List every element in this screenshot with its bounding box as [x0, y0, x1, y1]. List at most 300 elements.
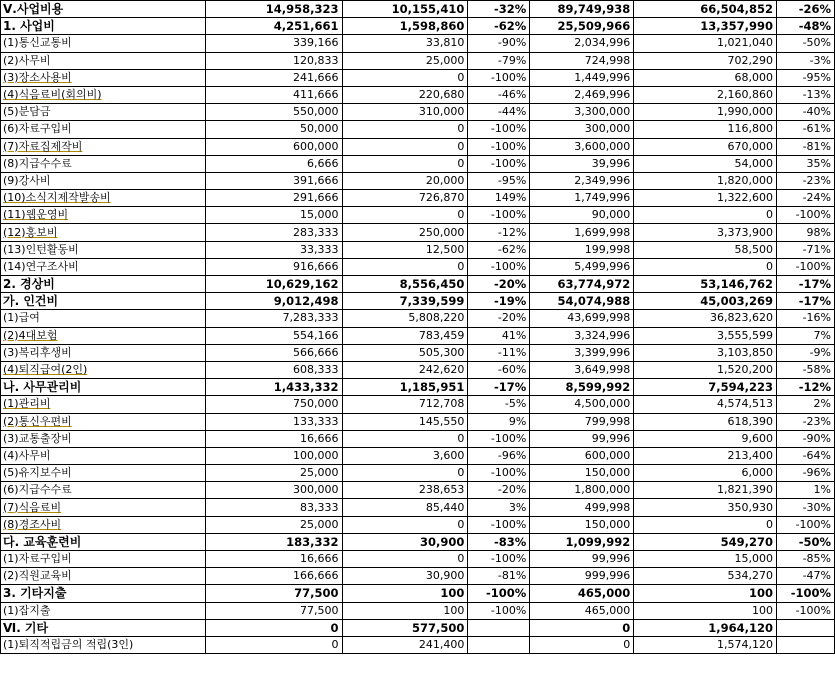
- percent-cell[interactable]: -23%: [776, 172, 834, 189]
- value-cell[interactable]: 9,012,498: [205, 293, 342, 310]
- percent-cell[interactable]: -20%: [468, 482, 530, 499]
- value-cell[interactable]: 300,000: [530, 121, 634, 138]
- table-row: [1, 568, 835, 585]
- row-label[interactable]: 3. 기타지출: [1, 585, 206, 602]
- percent-cell[interactable]: 7%: [776, 327, 834, 344]
- row-label[interactable]: 다. 교육훈련비: [1, 533, 206, 550]
- row-label[interactable]: (3)교통출장비: [1, 430, 206, 447]
- value-cell[interactable]: 3,300,000: [530, 104, 634, 121]
- value-cell[interactable]: 0: [634, 258, 777, 275]
- percent-cell[interactable]: -100%: [468, 207, 530, 224]
- value-cell[interactable]: 1,598,860: [342, 18, 468, 35]
- percent-cell[interactable]: -90%: [468, 35, 530, 52]
- value-cell[interactable]: 1,520,200: [634, 361, 777, 378]
- value-cell[interactable]: 726,870: [342, 190, 468, 207]
- value-cell[interactable]: 1,021,040: [634, 35, 777, 52]
- value-cell[interactable]: 14,958,323: [205, 1, 342, 18]
- value-cell[interactable]: 30,900: [342, 533, 468, 550]
- table-row: [1, 52, 835, 69]
- value-cell[interactable]: 33,333: [205, 241, 342, 258]
- value-cell[interactable]: 100,000: [205, 447, 342, 464]
- row-label[interactable]: (14)연구조사비: [1, 258, 206, 275]
- row-label-text: (10)소식지제작발송비: [3, 191, 111, 205]
- table-row: [1, 104, 835, 121]
- value-cell[interactable]: 0: [530, 619, 634, 636]
- row-label-text: (7)식음료비: [3, 500, 62, 514]
- value-cell[interactable]: 85,440: [342, 499, 468, 516]
- value-cell[interactable]: 15,000: [634, 551, 777, 568]
- percent-cell[interactable]: 149%: [468, 190, 530, 207]
- value-cell[interactable]: 12,500: [342, 241, 468, 258]
- percent-cell[interactable]: -23%: [776, 413, 834, 430]
- value-cell[interactable]: 600,000: [205, 138, 342, 155]
- percent-cell[interactable]: -61%: [776, 121, 834, 138]
- value-cell[interactable]: 25,000: [205, 465, 342, 482]
- row-label[interactable]: [1, 361, 206, 378]
- row-label[interactable]: (6)자료구입비: [1, 121, 206, 138]
- value-cell[interactable]: 534,270: [634, 568, 777, 585]
- percent-cell[interactable]: -46%: [468, 86, 530, 103]
- row-label[interactable]: (1)퇴직적립금의 적립(3인): [1, 636, 206, 653]
- value-cell[interactable]: 25,000: [342, 52, 468, 69]
- value-cell[interactable]: 5,808,220: [342, 310, 468, 327]
- value-cell[interactable]: 3,600,000: [530, 138, 634, 155]
- value-cell[interactable]: 0: [342, 430, 468, 447]
- percent-cell[interactable]: -5%: [468, 396, 530, 413]
- value-cell[interactable]: 43,699,998: [530, 310, 634, 327]
- value-cell[interactable]: 100: [342, 602, 468, 619]
- table-row: [1, 551, 835, 568]
- value-cell[interactable]: 100: [342, 585, 468, 602]
- percent-cell[interactable]: -50%: [776, 533, 834, 550]
- percent-cell[interactable]: -81%: [468, 568, 530, 585]
- row-label-text: (12)홍보비: [3, 225, 58, 239]
- row-label[interactable]: (1)자료구입비: [1, 551, 206, 568]
- value-cell[interactable]: 13,357,990: [634, 18, 777, 35]
- value-cell[interactable]: 350,930: [634, 499, 777, 516]
- value-cell[interactable]: 9,600: [634, 430, 777, 447]
- value-cell[interactable]: 150,000: [530, 516, 634, 533]
- value-cell[interactable]: 1,821,390: [634, 482, 777, 499]
- value-cell[interactable]: 77,500: [205, 585, 342, 602]
- value-cell[interactable]: 30,900: [342, 568, 468, 585]
- value-cell[interactable]: 750,000: [205, 396, 342, 413]
- percent-cell[interactable]: -85%: [776, 551, 834, 568]
- value-cell[interactable]: 39,996: [530, 155, 634, 172]
- value-cell[interactable]: 4,574,513: [634, 396, 777, 413]
- value-cell[interactable]: 53,146,762: [634, 276, 777, 293]
- value-cell[interactable]: 2,034,996: [530, 35, 634, 52]
- value-cell[interactable]: 25,509,966: [530, 18, 634, 35]
- row-label[interactable]: (8)지급수수료: [1, 155, 206, 172]
- row-label[interactable]: [1, 207, 206, 224]
- table-row: [1, 190, 835, 207]
- section-row: [1, 379, 835, 396]
- percent-cell[interactable]: -44%: [468, 104, 530, 121]
- value-cell[interactable]: 0: [342, 69, 468, 86]
- value-cell[interactable]: 0: [530, 636, 634, 653]
- row-label[interactable]: [1, 516, 206, 533]
- row-label[interactable]: [1, 69, 206, 86]
- percent-cell[interactable]: -100%: [468, 121, 530, 138]
- row-label[interactable]: (1)잡지출: [1, 602, 206, 619]
- row-label[interactable]: [1, 224, 206, 241]
- row-label-text: (2)4대보험: [3, 328, 58, 342]
- value-cell[interactable]: 300,000: [205, 482, 342, 499]
- table-row: [1, 121, 835, 138]
- value-cell[interactable]: 3,324,996: [530, 327, 634, 344]
- value-cell[interactable]: 339,166: [205, 35, 342, 52]
- percent-cell[interactable]: -100%: [468, 516, 530, 533]
- percent-cell[interactable]: -100%: [468, 69, 530, 86]
- row-label[interactable]: (4)사무비: [1, 447, 206, 464]
- percent-cell[interactable]: -64%: [776, 447, 834, 464]
- value-cell[interactable]: 10,629,162: [205, 276, 342, 293]
- row-label[interactable]: (2)사무비: [1, 52, 206, 69]
- row-label[interactable]: (9)강사비: [1, 172, 206, 189]
- value-cell[interactable]: 250,000: [342, 224, 468, 241]
- percent-cell[interactable]: 98%: [776, 224, 834, 241]
- row-label-text: (4)식음료비(회의비): [3, 88, 102, 102]
- row-label[interactable]: Ⅵ. 기타: [1, 619, 206, 636]
- value-cell[interactable]: 220,680: [342, 86, 468, 103]
- table-row: [1, 258, 835, 275]
- percent-cell[interactable]: -20%: [468, 276, 530, 293]
- value-cell[interactable]: 6,000: [634, 465, 777, 482]
- value-cell[interactable]: 618,390: [634, 413, 777, 430]
- percent-cell[interactable]: -79%: [468, 52, 530, 69]
- percent-cell[interactable]: -96%: [776, 465, 834, 482]
- table-row: [1, 224, 835, 241]
- value-cell[interactable]: 1,749,996: [530, 190, 634, 207]
- percent-cell[interactable]: -95%: [468, 172, 530, 189]
- percent-cell[interactable]: -62%: [468, 241, 530, 258]
- value-cell[interactable]: 7,339,599: [342, 293, 468, 310]
- value-cell[interactable]: 5,499,996: [530, 258, 634, 275]
- value-cell[interactable]: 3,649,998: [530, 361, 634, 378]
- percent-cell[interactable]: 9%: [468, 413, 530, 430]
- value-cell[interactable]: 54,000: [634, 155, 777, 172]
- value-cell[interactable]: 0: [342, 138, 468, 155]
- value-cell[interactable]: 0: [342, 121, 468, 138]
- row-label[interactable]: (1)통신교통비: [1, 35, 206, 52]
- percent-cell[interactable]: -30%: [776, 499, 834, 516]
- value-cell[interactable]: 310,000: [342, 104, 468, 121]
- percent-cell[interactable]: -50%: [776, 35, 834, 52]
- percent-cell[interactable]: -100%: [776, 207, 834, 224]
- value-cell[interactable]: 100: [634, 585, 777, 602]
- value-cell[interactable]: 241,400: [342, 636, 468, 653]
- percent-cell[interactable]: -40%: [776, 104, 834, 121]
- value-cell[interactable]: 2,349,996: [530, 172, 634, 189]
- percent-cell[interactable]: -26%: [776, 1, 834, 18]
- table-row: [1, 482, 835, 499]
- value-cell[interactable]: 116,800: [634, 121, 777, 138]
- value-cell[interactable]: 1,990,000: [634, 104, 777, 121]
- row-label-text: (3)장소사용비: [3, 70, 72, 84]
- percent-cell[interactable]: [468, 619, 530, 636]
- row-label[interactable]: (5)분담금: [1, 104, 206, 121]
- value-cell[interactable]: 133,333: [205, 413, 342, 430]
- percent-cell[interactable]: -17%: [776, 276, 834, 293]
- table-row: [1, 35, 835, 52]
- section-row: [1, 619, 835, 636]
- value-cell[interactable]: 608,333: [205, 361, 342, 378]
- percent-cell[interactable]: -3%: [776, 52, 834, 69]
- table-row: [1, 602, 835, 619]
- value-cell[interactable]: 600,000: [530, 447, 634, 464]
- value-cell[interactable]: 283,333: [205, 224, 342, 241]
- value-cell[interactable]: 77,500: [205, 602, 342, 619]
- value-cell[interactable]: 549,270: [634, 533, 777, 550]
- value-cell[interactable]: 465,000: [530, 585, 634, 602]
- percent-cell[interactable]: -100%: [468, 585, 530, 602]
- percent-cell[interactable]: [776, 636, 834, 653]
- value-cell[interactable]: 33,810: [342, 35, 468, 52]
- percent-cell[interactable]: -100%: [776, 258, 834, 275]
- percent-cell[interactable]: -60%: [468, 361, 530, 378]
- value-cell[interactable]: 54,074,988: [530, 293, 634, 310]
- value-cell[interactable]: 3,373,900: [634, 224, 777, 241]
- percent-cell[interactable]: -58%: [776, 361, 834, 378]
- value-cell[interactable]: 465,000: [530, 602, 634, 619]
- percent-cell[interactable]: -100%: [468, 551, 530, 568]
- value-cell[interactable]: 242,620: [342, 361, 468, 378]
- value-cell[interactable]: 66,504,852: [634, 1, 777, 18]
- value-cell[interactable]: 45,003,269: [634, 293, 777, 310]
- percent-cell[interactable]: [468, 636, 530, 653]
- table-row: [1, 241, 835, 258]
- value-cell[interactable]: 1,574,120: [634, 636, 777, 653]
- value-cell[interactable]: 1,699,998: [530, 224, 634, 241]
- value-cell[interactable]: 100: [634, 602, 777, 619]
- value-cell[interactable]: 68,000: [634, 69, 777, 86]
- table-row: [1, 396, 835, 413]
- value-cell[interactable]: 0: [342, 258, 468, 275]
- value-cell[interactable]: 391,666: [205, 172, 342, 189]
- value-cell[interactable]: 1,449,996: [530, 69, 634, 86]
- percent-cell[interactable]: -100%: [776, 602, 834, 619]
- value-cell[interactable]: 7,594,223: [634, 379, 777, 396]
- value-cell[interactable]: 550,000: [205, 104, 342, 121]
- percent-cell[interactable]: -100%: [468, 602, 530, 619]
- percent-cell[interactable]: -48%: [776, 18, 834, 35]
- value-cell[interactable]: 1,185,951: [342, 379, 468, 396]
- table-row: [1, 516, 835, 533]
- table-row: [1, 172, 835, 189]
- value-cell[interactable]: 566,666: [205, 344, 342, 361]
- value-cell[interactable]: 241,666: [205, 69, 342, 86]
- row-label[interactable]: 2. 경상비: [1, 276, 206, 293]
- value-cell[interactable]: 166,666: [205, 568, 342, 585]
- value-cell[interactable]: 1,964,120: [634, 619, 777, 636]
- value-cell[interactable]: 0: [342, 465, 468, 482]
- row-label[interactable]: [1, 190, 206, 207]
- value-cell[interactable]: 1,820,000: [634, 172, 777, 189]
- row-label[interactable]: (6)지급수수료: [1, 482, 206, 499]
- row-label[interactable]: [1, 413, 206, 430]
- value-cell[interactable]: 213,400: [634, 447, 777, 464]
- table-row: [1, 69, 835, 86]
- percent-cell[interactable]: -13%: [776, 86, 834, 103]
- value-cell[interactable]: 50,000: [205, 121, 342, 138]
- value-cell[interactable]: 702,290: [634, 52, 777, 69]
- value-cell[interactable]: 6,666: [205, 155, 342, 172]
- row-label[interactable]: [1, 499, 206, 516]
- row-label-text: (7)자료집제작비: [3, 139, 83, 153]
- row-label[interactable]: (2)직원교육비: [1, 568, 206, 585]
- percent-cell[interactable]: -100%: [468, 155, 530, 172]
- row-label[interactable]: [1, 86, 206, 103]
- row-label[interactable]: 1. 사업비: [1, 18, 206, 35]
- value-cell[interactable]: 20,000: [342, 172, 468, 189]
- value-cell[interactable]: 2,469,996: [530, 86, 634, 103]
- row-label[interactable]: (5)유지보수비: [1, 465, 206, 482]
- percent-cell[interactable]: 41%: [468, 327, 530, 344]
- value-cell[interactable]: 0: [342, 155, 468, 172]
- value-cell[interactable]: 2,160,860: [634, 86, 777, 103]
- percent-cell[interactable]: 35%: [776, 155, 834, 172]
- value-cell[interactable]: 0: [634, 207, 777, 224]
- value-cell[interactable]: 999,996: [530, 568, 634, 585]
- budget-table-body: [1, 1, 835, 654]
- row-label[interactable]: 가. 인건비: [1, 293, 206, 310]
- percent-cell[interactable]: -47%: [776, 568, 834, 585]
- value-cell[interactable]: 0: [205, 636, 342, 653]
- percent-cell[interactable]: 3%: [468, 499, 530, 516]
- value-cell[interactable]: 499,998: [530, 499, 634, 516]
- value-cell[interactable]: 291,666: [205, 190, 342, 207]
- section-row: [1, 533, 835, 550]
- value-cell[interactable]: 724,998: [530, 52, 634, 69]
- value-cell[interactable]: 4,251,661: [205, 18, 342, 35]
- value-cell[interactable]: 15,000: [205, 207, 342, 224]
- value-cell[interactable]: 25,000: [205, 516, 342, 533]
- percent-cell[interactable]: -9%: [776, 344, 834, 361]
- section-row: [1, 1, 835, 18]
- row-label[interactable]: [1, 327, 206, 344]
- value-cell[interactable]: 0: [342, 551, 468, 568]
- value-cell[interactable]: 3,103,850: [634, 344, 777, 361]
- percent-cell[interactable]: -100%: [468, 465, 530, 482]
- percent-cell[interactable]: -19%: [468, 293, 530, 310]
- value-cell[interactable]: 712,708: [342, 396, 468, 413]
- value-cell[interactable]: 120,833: [205, 52, 342, 69]
- percent-cell[interactable]: -11%: [468, 344, 530, 361]
- value-cell[interactable]: 411,666: [205, 86, 342, 103]
- percent-cell[interactable]: -90%: [776, 430, 834, 447]
- value-cell[interactable]: 63,774,972: [530, 276, 634, 293]
- value-cell[interactable]: 7,283,333: [205, 310, 342, 327]
- value-cell[interactable]: 99,996: [530, 551, 634, 568]
- value-cell[interactable]: 16,666: [205, 551, 342, 568]
- table-row: [1, 430, 835, 447]
- value-cell[interactable]: 505,300: [342, 344, 468, 361]
- row-label[interactable]: (13)인턴활동비: [1, 241, 206, 258]
- value-cell[interactable]: 0: [342, 516, 468, 533]
- value-cell[interactable]: 4,500,000: [530, 396, 634, 413]
- value-cell[interactable]: 145,550: [342, 413, 468, 430]
- percent-cell[interactable]: -24%: [776, 190, 834, 207]
- percent-cell[interactable]: -17%: [776, 293, 834, 310]
- value-cell[interactable]: 8,556,450: [342, 276, 468, 293]
- row-label[interactable]: (1)급여: [1, 310, 206, 327]
- percent-cell[interactable]: -12%: [468, 224, 530, 241]
- percent-cell[interactable]: 2%: [776, 396, 834, 413]
- section-row: [1, 293, 835, 310]
- value-cell[interactable]: 0: [342, 207, 468, 224]
- value-cell[interactable]: 916,666: [205, 258, 342, 275]
- percent-cell[interactable]: -81%: [776, 138, 834, 155]
- value-cell[interactable]: 10,155,410: [342, 1, 468, 18]
- value-cell[interactable]: 1,433,332: [205, 379, 342, 396]
- value-cell[interactable]: 36,823,620: [634, 310, 777, 327]
- value-cell[interactable]: 199,998: [530, 241, 634, 258]
- value-cell[interactable]: 0: [205, 619, 342, 636]
- row-label[interactable]: [1, 396, 206, 413]
- value-cell[interactable]: 183,332: [205, 533, 342, 550]
- value-cell[interactable]: 1,322,600: [634, 190, 777, 207]
- value-cell[interactable]: 577,500: [342, 619, 468, 636]
- percent-cell[interactable]: -16%: [776, 310, 834, 327]
- percent-cell[interactable]: -100%: [468, 258, 530, 275]
- percent-cell[interactable]: -100%: [468, 138, 530, 155]
- value-cell[interactable]: 3,399,996: [530, 344, 634, 361]
- percent-cell[interactable]: -100%: [776, 585, 834, 602]
- value-cell[interactable]: 8,599,992: [530, 379, 634, 396]
- value-cell[interactable]: 16,666: [205, 430, 342, 447]
- percent-cell[interactable]: -96%: [468, 447, 530, 464]
- value-cell[interactable]: 90,000: [530, 207, 634, 224]
- row-label-text: (8)경조사비: [3, 517, 62, 531]
- value-cell[interactable]: 783,459: [342, 327, 468, 344]
- row-label-text: (1)관리비: [3, 397, 51, 411]
- row-label-text: (11)웹운영비: [3, 208, 69, 222]
- value-cell[interactable]: 58,500: [634, 241, 777, 258]
- value-cell[interactable]: 0: [634, 516, 777, 533]
- percent-cell[interactable]: -17%: [468, 379, 530, 396]
- row-label[interactable]: (3)복리후생비: [1, 344, 206, 361]
- percent-cell[interactable]: -83%: [468, 533, 530, 550]
- value-cell[interactable]: 150,000: [530, 465, 634, 482]
- percent-cell[interactable]: -32%: [468, 1, 530, 18]
- table-row: [1, 310, 835, 327]
- value-cell[interactable]: 89,749,938: [530, 1, 634, 18]
- percent-cell[interactable]: 1%: [776, 482, 834, 499]
- percent-cell[interactable]: -62%: [468, 18, 530, 35]
- value-cell[interactable]: 554,166: [205, 327, 342, 344]
- percent-cell[interactable]: -20%: [468, 310, 530, 327]
- value-cell[interactable]: 799,998: [530, 413, 634, 430]
- value-cell[interactable]: 3,600: [342, 447, 468, 464]
- row-label[interactable]: Ⅴ.사업비용: [1, 1, 206, 18]
- value-cell[interactable]: 1,099,992: [530, 533, 634, 550]
- value-cell[interactable]: 99,996: [530, 430, 634, 447]
- value-cell[interactable]: 3,555,599: [634, 327, 777, 344]
- value-cell[interactable]: 83,333: [205, 499, 342, 516]
- value-cell[interactable]: 238,653: [342, 482, 468, 499]
- row-label[interactable]: 나. 사무관리비: [1, 379, 206, 396]
- percent-cell[interactable]: -95%: [776, 69, 834, 86]
- percent-cell[interactable]: -100%: [776, 516, 834, 533]
- value-cell[interactable]: 670,000: [634, 138, 777, 155]
- value-cell[interactable]: 1,800,000: [530, 482, 634, 499]
- percent-cell[interactable]: -71%: [776, 241, 834, 258]
- percent-cell[interactable]: -12%: [776, 379, 834, 396]
- percent-cell[interactable]: [776, 619, 834, 636]
- percent-cell[interactable]: -100%: [468, 430, 530, 447]
- row-label[interactable]: [1, 138, 206, 155]
